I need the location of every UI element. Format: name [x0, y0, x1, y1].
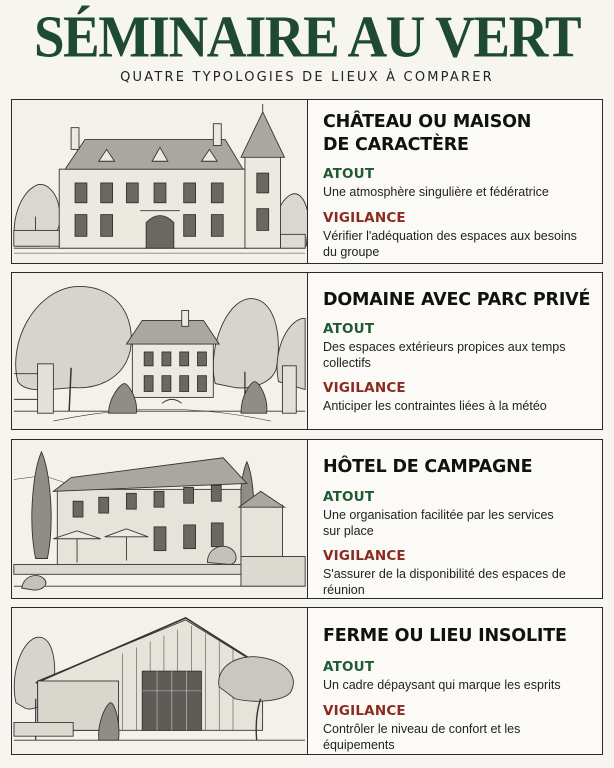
card-title: HÔTEL DE CAMPAGNE [323, 457, 533, 477]
card-ferme [11, 607, 603, 755]
page-subtitle: QUATRE TYPOLOGIES DE LIEUX À COMPARER [120, 70, 494, 85]
vigilance-label: VIGILANCE [323, 703, 406, 719]
card-title: CHÂTEAU OU MAISON DE CARACTÈRE [323, 112, 532, 155]
card-chateau [11, 99, 603, 264]
card-domaine-text [323, 273, 594, 429]
atout-label: ATOUT [323, 166, 375, 182]
atout-text: Des espaces extérieurs propices aux temps collectifs [323, 340, 566, 370]
chateau-illustration [12, 100, 308, 263]
domaine-illustration [12, 273, 308, 429]
atout-label: ATOUT [323, 321, 375, 337]
atout-text: Une atmosphère singulière et fédératrice [323, 185, 549, 199]
vigilance-label: VIGILANCE [323, 210, 406, 226]
atout-label: ATOUT [323, 659, 375, 675]
vigilance-text: Anticiper les contraintes liées à la météo [323, 399, 547, 413]
hotel-illustration [12, 440, 308, 598]
card-title: DOMAINE AVEC PARC PRIVÉ [323, 290, 591, 310]
page-title: SÉMINAIRE AU VERT [33, 3, 581, 70]
card-title: FERME OU LIEU INSOLITE [323, 626, 567, 646]
vigilance-label: VIGILANCE [323, 548, 406, 564]
ferme-illustration [12, 608, 308, 754]
card-domaine [11, 272, 603, 430]
vigilance-label: VIGILANCE [323, 380, 406, 396]
vigilance-text: Contrôler le niveau de confort et les équipements [323, 722, 521, 752]
card-hotel-text [323, 440, 594, 598]
vigilance-text: Vérifier l'adéquation des espaces aux besoins du groupe [323, 229, 577, 259]
atout-label: ATOUT [323, 489, 375, 505]
card-chateau-text [323, 100, 594, 263]
atout-text: Une organisation facilitée par les services sur place [323, 508, 554, 538]
card-hotel [11, 439, 603, 599]
vigilance-text: S'assurer de la disponibilité des espaces de réunion [323, 567, 566, 597]
atout-text: Un cadre dépaysant qui marque les esprits [323, 678, 561, 692]
card-ferme-text [323, 608, 594, 754]
